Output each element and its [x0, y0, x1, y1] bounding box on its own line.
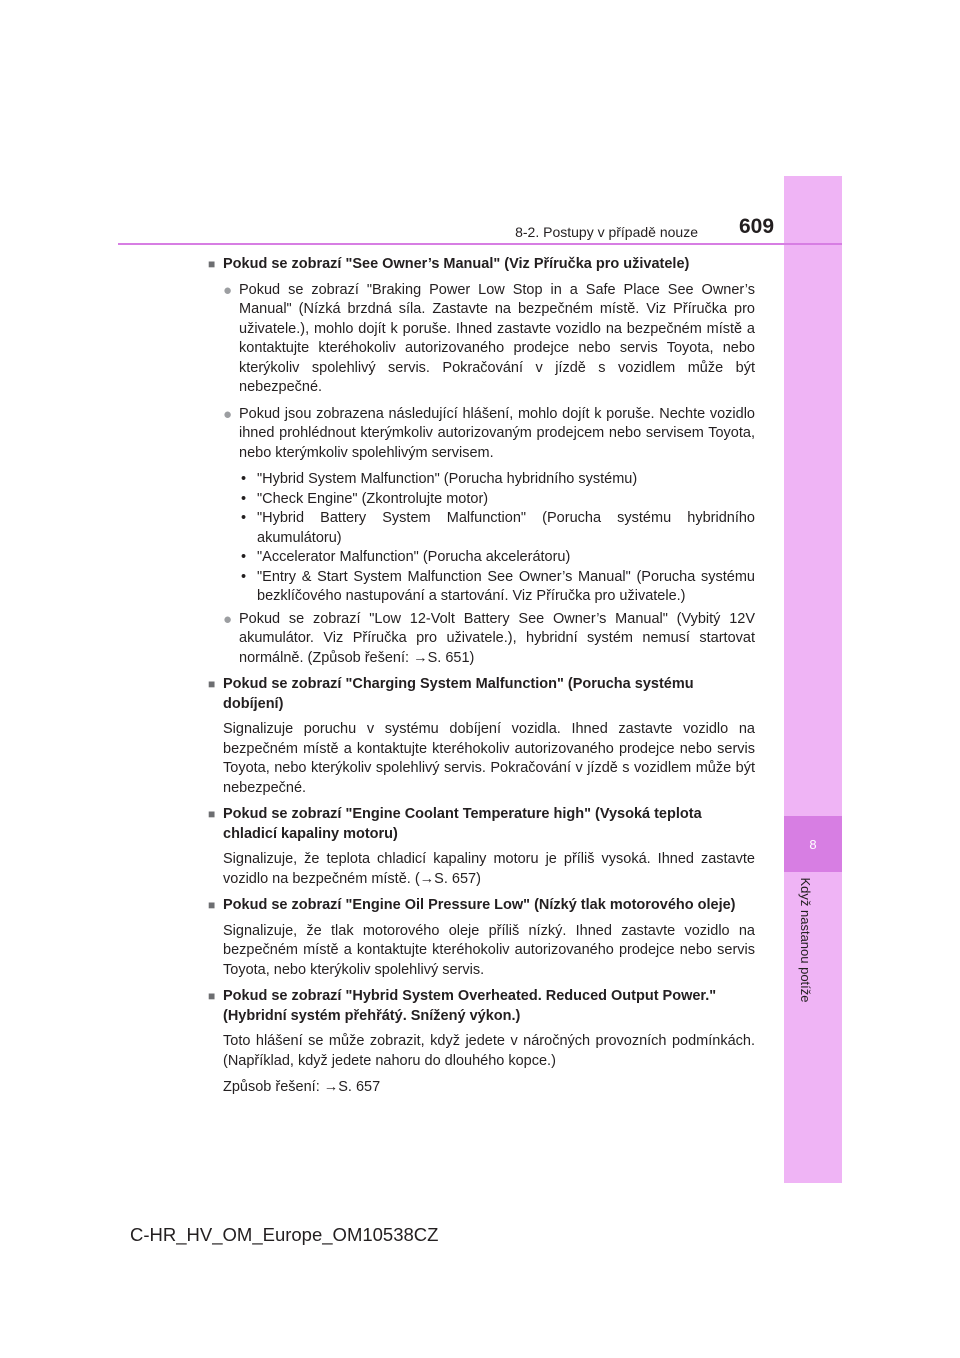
list-item: • "Hybrid Battery System Malfunction" (Porucha systému hybridního akumulátoru): [241, 510, 755, 546]
chapter-side-strip: [784, 176, 842, 1183]
paragraph: Signalizuje poruchu v systému dobíjení vozidla. Ihned zastavte vozidlo na bezpečném místě a kontaktujte kteréhokoliv autorizovaného prodejce nebo servis Toyota, nebo kterýkoliv spolehlivý servis. Pokračování v jízdě s vozidlem může být nebezpečné.: [223, 721, 755, 796]
list-item: • "Hybrid System Malfunction" (Porucha hybridního systému): [241, 471, 638, 487]
section-title: 8-2. Postupy v případě nouze: [515, 224, 698, 240]
square-bullet-icon: ■: [208, 898, 216, 912]
chapter-number-tab: [784, 816, 842, 872]
square-bullet-icon: ■: [208, 257, 216, 271]
list-item: • "Entry & Start System Malfunction See Owner’s Manual" (Porucha systému bezklíčového nastupování a startování. Viz Příručka pro uživatele.): [241, 568, 755, 604]
header-divider: [118, 243, 842, 245]
message-list: [208, 470, 755, 607]
page-number: 609: [739, 215, 775, 238]
section-heading: ■ Pokud se zobrazí "See Owner’s Manual" (Viz Příručka pro uživatele): [208, 255, 755, 275]
circle-bullet-icon: ●: [223, 281, 233, 299]
circle-bullet-icon: ●: [223, 405, 233, 423]
square-bullet-icon: ■: [208, 677, 216, 691]
section-heading: ■ Pokud se zobrazí "Hybrid System Overheated. Reduced Output Power." (Hybridní systém přehřátý. Snížený výkon.): [208, 987, 755, 1026]
section-heading: ■ Pokud se zobrazí "Charging System Malfunction" (Porucha systému dobíjení): [208, 675, 755, 714]
solution-reference: Způsob řešení: →S. 657: [223, 1079, 381, 1095]
square-bullet-icon: ■: [208, 807, 216, 821]
document-id: C-HR_HV_OM_Europe_OM10538CZ: [130, 1224, 439, 1245]
circle-bullet-icon: ●: [223, 610, 233, 628]
section-heading: ■ Pokud se zobrazí "Engine Coolant Temperature high" (Vysoká teplota chladicí kapaliny motoru): [208, 805, 755, 844]
page-content: [208, 255, 755, 1105]
paragraph: ● Pokud se zobrazí "Low 12-Volt Battery See Owner’s Manual" (Vybitý 12V akumulátor. Viz Příručka pro uživatele.), hybridní systém nemusí startovat normálně. (Způsob řešení: →S. 651): [208, 610, 755, 669]
paragraph: ● Pokud jsou zobrazena následující hlášení, mohlo dojít k poruše. Nechte vozidlo ihned prohlédnout kterýmkoliv autorizovaným prodejcem nebo servisem Toyota, nebo kterýmkoliv spolehlivým servisem.: [208, 405, 755, 464]
section-heading: ■ Pokud se zobrazí "Engine Oil Pressure Low" (Nízký tlak motorového oleje): [208, 896, 755, 916]
paragraph: Signalizuje, že teplota chladicí kapaliny motoru je příliš vysoká. Ihned zastavte vozidlo na bezpečném místě. (→S. 657): [223, 851, 755, 887]
paragraph: ● Pokud se zobrazí "Braking Power Low Stop in a Safe Place See Owner’s Manual" (Nízká brzdná síla. Zastavte na bezpečném místě. Viz Příručka pro uživatele.), mohlo dojít k poruše. Ihned zastavte vozidlo na bezpečném místě a kontaktujte kteréhokoliv autorizovaného prodejce nebo servis Toyota, nebo kterýkoliv spolehlivý servis. Pokračování v jízdě s vozidlem může být nebezpečné.: [208, 281, 755, 398]
list-item: • "Accelerator Malfunction" (Porucha akcelerátoru): [241, 549, 571, 565]
list-item: • "Check Engine" (Zkontrolujte motor): [241, 490, 489, 507]
square-bullet-icon: ■: [208, 989, 216, 1003]
paragraph: Toto hlášení se může zobrazit, když jedete v náročných provozních podmínkách. (Například, když jedete nahoru do dlouhého kopce.): [223, 1033, 755, 1069]
paragraph: Signalizuje, že tlak motorového oleje příliš nízký. Ihned zastavte vozidlo na bezpečném místě a kontaktujte kteréhokoliv autorizovaného prodejce nebo servis Toyota, nebo kterýkoliv spolehlivý servis.: [223, 922, 755, 978]
chapter-title: Když nastanou potíže: [798, 877, 813, 1003]
chapter-number: 8: [809, 836, 817, 852]
